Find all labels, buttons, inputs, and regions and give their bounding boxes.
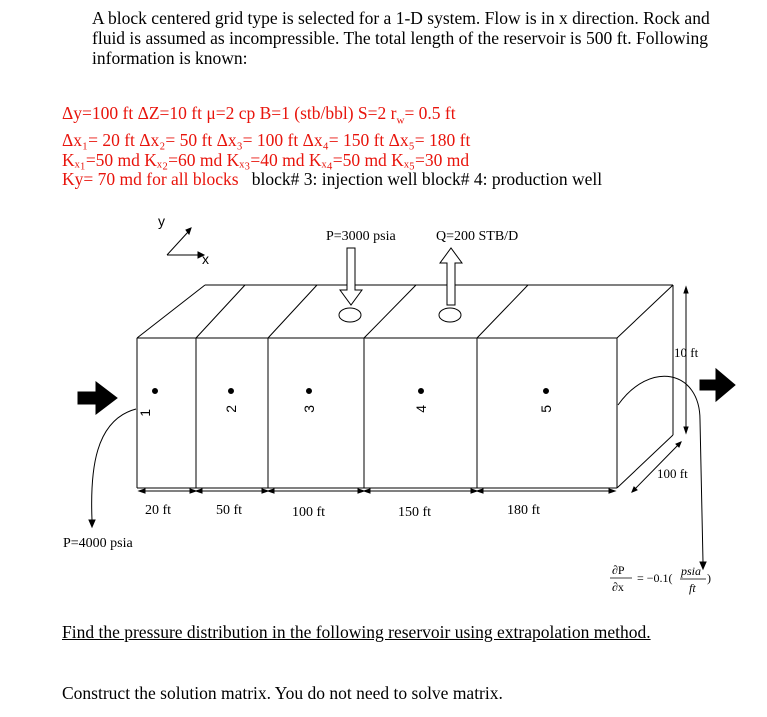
block-5-center xyxy=(544,389,549,394)
dx-label-4: 150 ft xyxy=(398,505,432,520)
svg-text:∂P: ∂P xyxy=(612,563,625,577)
right-bc-label xyxy=(610,563,711,595)
block-label-1: 1 xyxy=(137,409,153,417)
block-label-3: 3 xyxy=(301,405,317,413)
block-label-4: 4 xyxy=(413,405,429,413)
left-bc-leader xyxy=(92,409,136,520)
block-1-center xyxy=(153,389,158,394)
svg-text:ft: ft xyxy=(689,581,696,595)
dx-label-2: 50 ft xyxy=(216,503,243,518)
block-4-center xyxy=(419,389,424,394)
block-nodes xyxy=(137,389,554,417)
block-grid xyxy=(137,285,673,488)
production-well-label: Q=200 STB/D xyxy=(436,229,519,244)
axis-x-label: x xyxy=(202,251,209,267)
block-2-center xyxy=(229,389,234,394)
svg-text:psia: psia xyxy=(681,564,702,578)
dx-dimension-line xyxy=(139,489,615,493)
svg-text:): ) xyxy=(707,571,711,585)
height-dimension xyxy=(684,287,688,433)
height-label: 10 ft xyxy=(674,345,699,360)
dx-label-5: 180 ft xyxy=(507,503,541,518)
dx-label-3: 100 ft xyxy=(292,505,326,520)
question-text: Find the pressure distribution in the following reservoir using extrapolation method. xyxy=(62,622,651,642)
svg-text:= −0.1(: = −0.1( xyxy=(637,571,673,585)
instruction-text: Construct the solution matrix. You do not need to solve matrix. xyxy=(62,683,503,703)
dx-label-1: 20 ft xyxy=(145,503,172,518)
inflow-arrow xyxy=(78,382,117,414)
width-label: 100 ft xyxy=(657,466,688,481)
outflow-arrow xyxy=(700,369,735,401)
given-line-1: Δy=100 ft ΔZ=10 ft μ=2 cp B=1 (stb/bbl) S=2 $r_w= 0.5$ ft xyxy=(62,103,456,127)
given-line-4: Ky= 70 md for all blocks block# 3: injection well block# 4: production well xyxy=(62,169,603,189)
given-line-2: Δx₁= 20 ft Δx₂= 50 ft Δx₃= 100 ft Δx₄= 150 ft Δx₅= 180 ft xyxy=(62,130,471,150)
svg-text:∂x: ∂x xyxy=(612,580,624,594)
injection-well-label: P=3000 psia xyxy=(326,229,396,244)
block-label-2: 2 xyxy=(223,405,239,413)
problem-intro: A block centered grid type is selected for a 1-D system. Flow is in x direction. Rock and fluid is assumed as incompressible. The total length of the reservoir is 500 ft. Following information is known: xyxy=(92,8,710,68)
axis-indicator xyxy=(158,213,209,267)
given-line-3: Kₓ₁=50 md Kₓ₂=60 md Kₓ₃=40 md Kₓ₄=50 md Kₓ₅=30 md xyxy=(62,149,470,170)
block-3-center xyxy=(307,389,312,394)
block-label-5: 5 xyxy=(538,405,554,413)
axis-y-label: y xyxy=(158,213,165,229)
left-bc-label: P=4000 psia xyxy=(63,536,133,551)
